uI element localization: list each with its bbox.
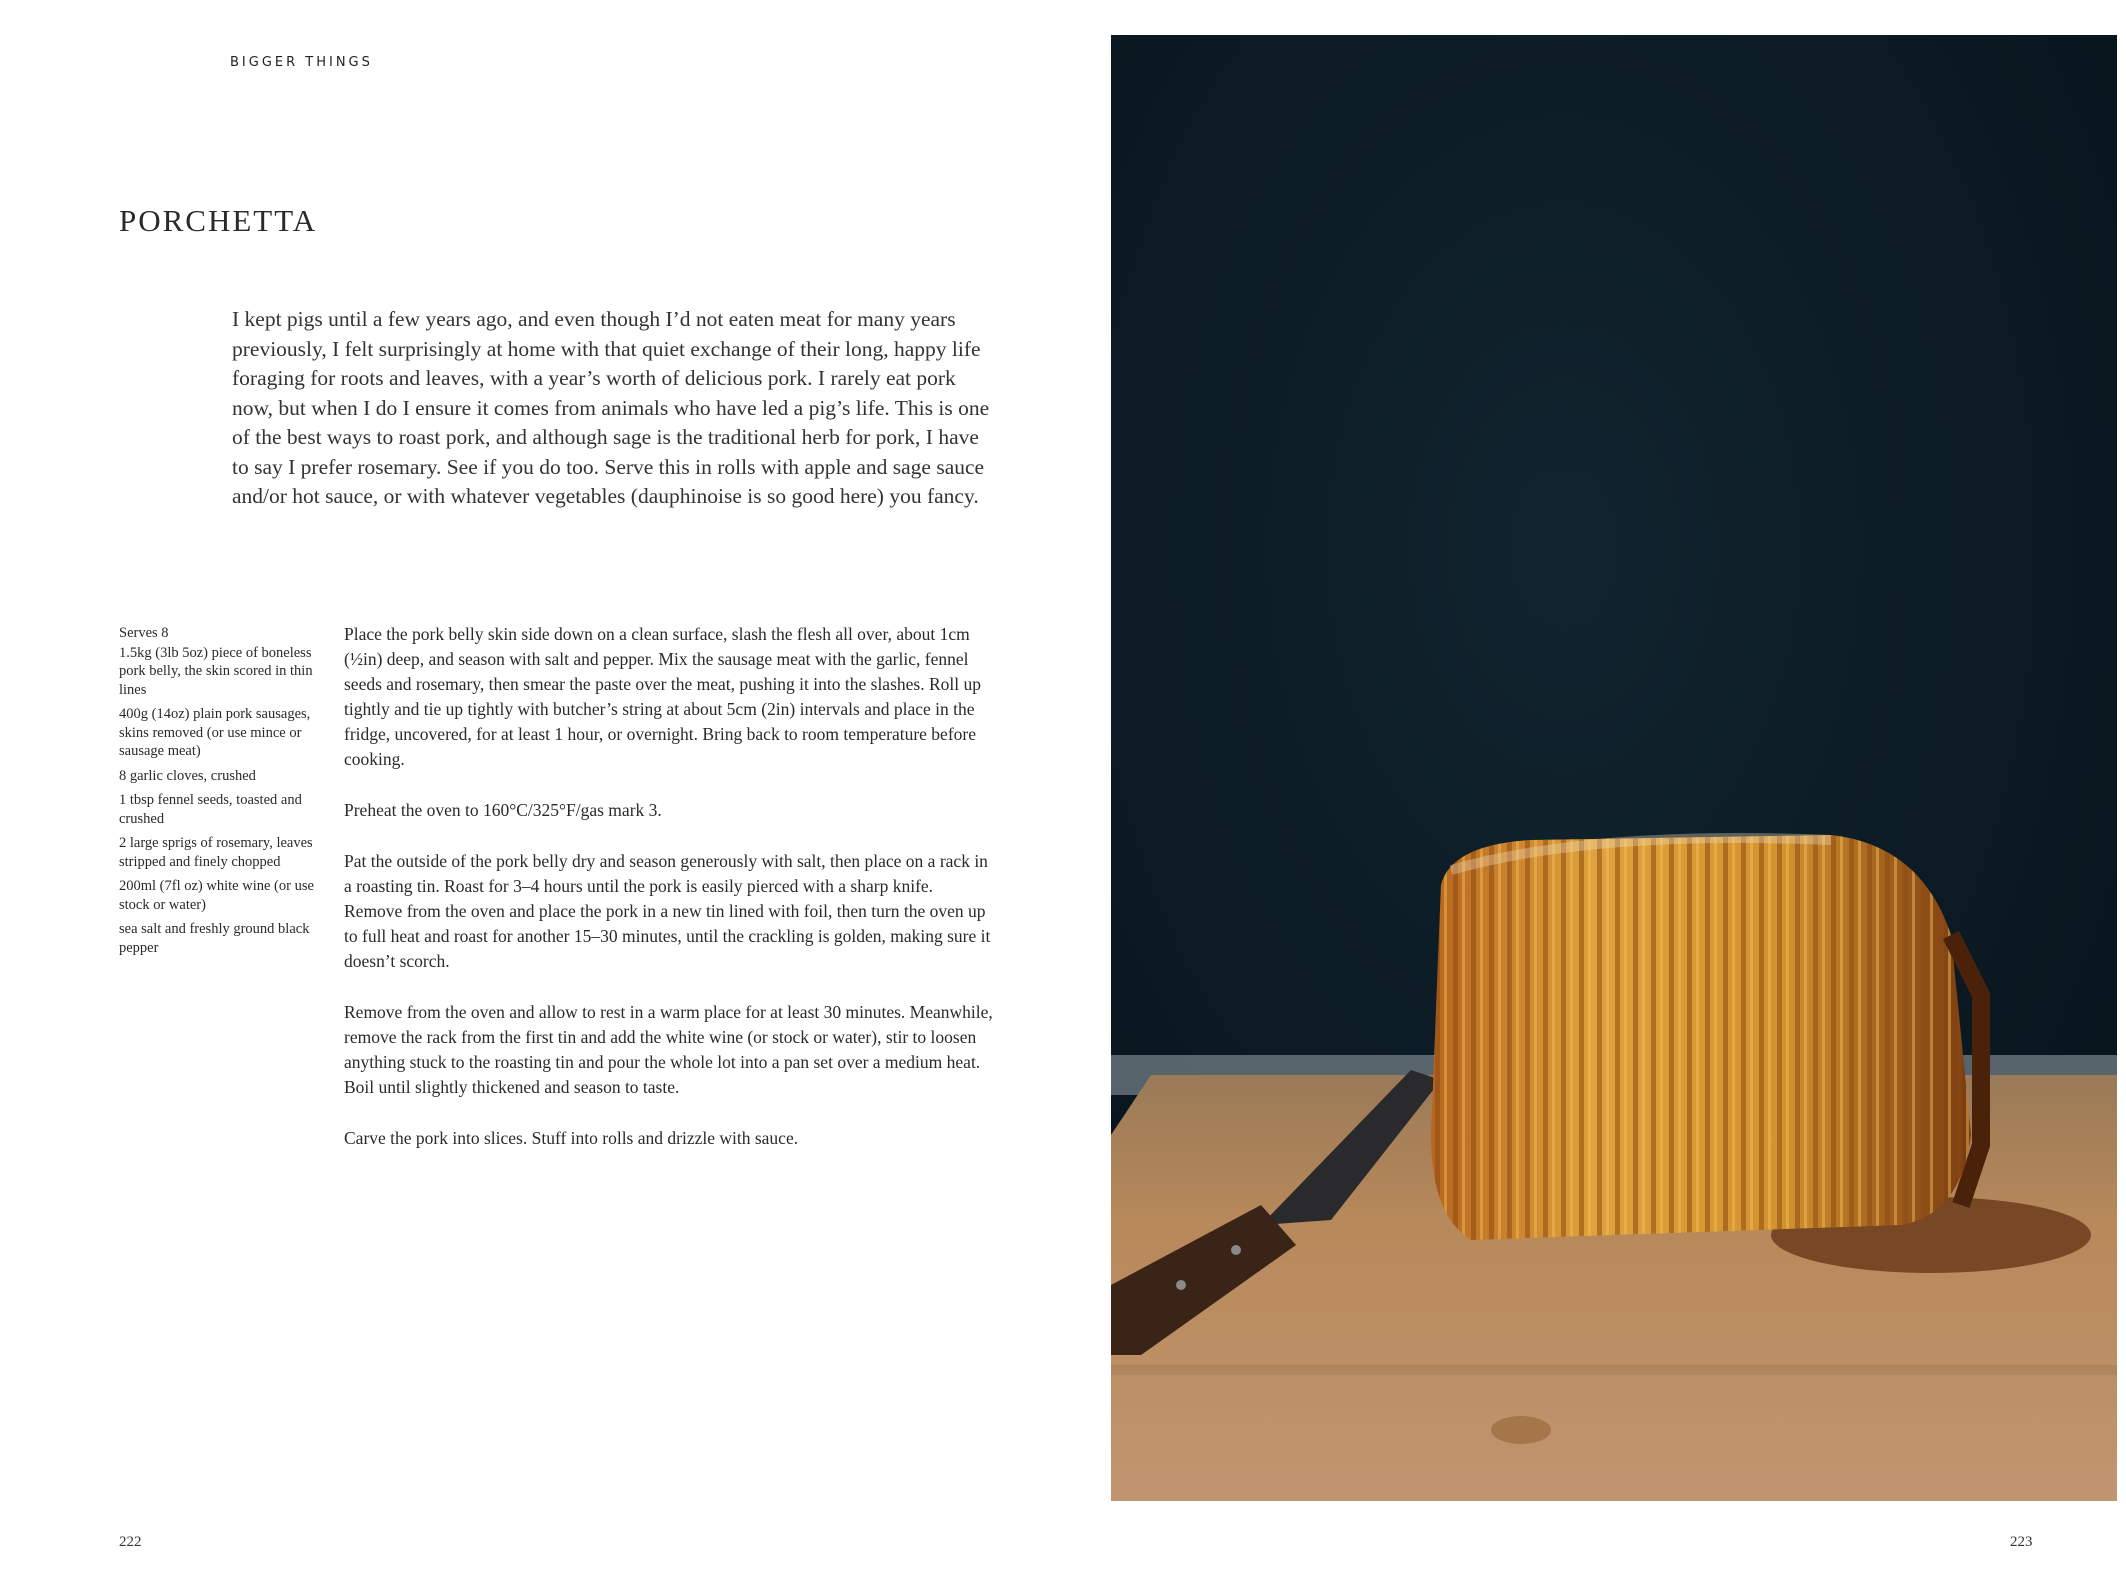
method-steps <box>344 622 994 1177</box>
page-number-left: 222 <box>119 1534 142 1550</box>
method-step: Remove from the oven and allow to rest in a warm place for at least 30 minutes. Meanwhile, remove the rack from the first tin and add the white wine (or stock or water), stir to loosen anything stuck to the roasting tin and pour the whole lot into a pan set over a medium heat. Boil until slightly thickened and season to taste. <box>344 1002 993 1097</box>
method-step: Carve the pork into slices. Stuff into rolls and drizzle with sauce. <box>344 1128 799 1148</box>
recipe-intro: I kept pigs until a few years ago, and even though I’d not eaten meat for many years previously, I felt surprisingly at home with that quiet exchange of their long, happy life foraging for roots and leaves, with a year’s worth of delicious pork. I rarely eat pork now, but when I do I ensure it comes from animals who have led a pig’s life. This is one of the best ways to roast pork, and although sage is the traditional herb for pork, I have to say I prefer rosemary. See if you do too. Serve this in rolls with apple and sage sauce and/or hot sauce, or with whatever vegetables (dauphinoise is so good here) you fancy. <box>232 307 990 508</box>
ingredient-item: 1 tbsp fennel seeds, toasted and crushed <box>119 792 302 827</box>
method-step: Place the pork belly skin side down on a clean surface, slash the flesh all over, about 1cm (½in) deep, and season with salt and pepper. Mix the sausage meat with the garlic, fennel seeds and rosemary, then smear the paste over the meat, pushing it into the slashes. Roll up tightly and tie up tightly with butcher’s string at about 5cm (2in) intervals and place in the fridge, uncovered, for at least 1 hour, or overnight. Bring back to room temperature before cooking. <box>344 624 981 769</box>
ingredient-item: sea salt and freshly ground black pepper <box>119 921 310 956</box>
ingredients-list <box>119 624 319 963</box>
method-step: Pat the outside of the pork belly dry and season generously with salt, then place on a rack in a roasting tin. Roast for 3–4 hours until the pork is easily pierced with a sharp knife. Remove from the oven and place the pork in a new tin lined with foil, then turn the oven up to full heat and roast for another 15–30 minutes, until the crackling is golden, making sure it doesn’t scorch. <box>344 851 991 971</box>
ingredient-item: 2 large sprigs of rosemary, leaves stripped and finely chopped <box>119 835 313 870</box>
recipe-title: PORCHETTA <box>119 203 318 238</box>
page-number-right: 223 <box>2010 1534 2033 1550</box>
ingredient-item: 400g (14oz) plain pork sausages, skins removed (or use mince or sausage meat) <box>119 706 311 759</box>
ingredient-item: 1.5kg (3lb 5oz) piece of boneless pork belly, the skin scored in thin lines <box>119 644 313 698</box>
method-step: Preheat the oven to 160°C/325°F/gas mark 3. <box>344 800 662 820</box>
ingredient-item: 8 garlic cloves, crushed <box>119 767 256 784</box>
serves-label: Serves 8 <box>119 625 169 641</box>
section-header: BIGGER THINGS <box>230 55 373 70</box>
ingredient-item: 200ml (7fl oz) white wine (or use stock or water) <box>119 878 314 913</box>
porchetta-photo <box>1111 35 2117 1501</box>
